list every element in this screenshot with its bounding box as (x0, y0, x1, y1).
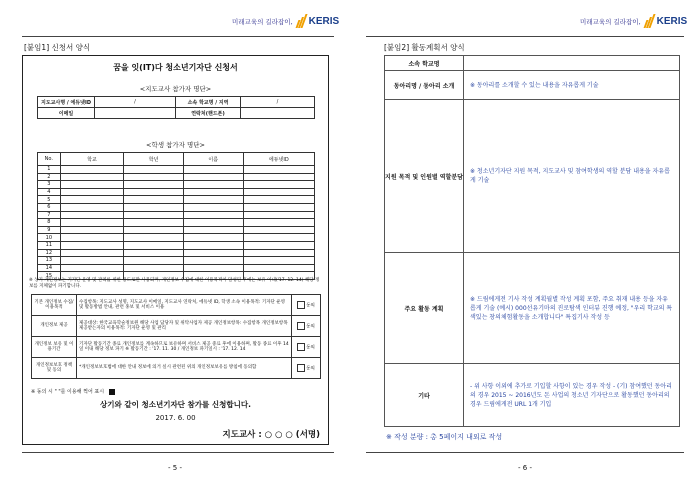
apply-statement: 상기와 같이 청소년기자단 참가를 신청합니다. (100, 400, 251, 409)
student-row (38, 226, 315, 234)
activity-plan-table (384, 55, 680, 427)
student-row (38, 181, 315, 189)
student-cell[interactable] (183, 257, 243, 265)
plan-row (385, 56, 680, 71)
teacher-name-value: / (95, 97, 176, 108)
privacy-table (31, 294, 321, 379)
student-row-number: 13 (38, 257, 61, 265)
student-row (38, 203, 315, 211)
agree-checkbox[interactable] (297, 322, 305, 330)
plan-row (385, 100, 680, 253)
student-cell[interactable] (183, 166, 243, 174)
plan-row-guide[interactable]: ※ 드림에게전 기사 작성 계획월별 작성 계획 포함, 주요 취재 내용 등을 자유롭게 기술 (예시) 000선유기마의 진로탐색 인터뷰 진행 예정, "우리 학교의 특색있는 창의체험활동을 소개합니다" 특집기사 작성 등 (464, 253, 680, 364)
student-row-number: 12 (38, 249, 61, 257)
agree-label: 동의 (306, 324, 315, 330)
phone-value (241, 108, 315, 119)
privacy-row (32, 358, 321, 379)
length-note: ※ 작성 분량 : 총 5페이지 내외로 작성 (386, 433, 503, 441)
plan-row-label: 소속 학교명 (385, 56, 464, 71)
student-row-number: 11 (38, 241, 61, 249)
privacy-row-label: 개인정보 제공 (32, 316, 77, 337)
agree-label: 동의 (306, 303, 315, 309)
section-label-right: [붙임2] 활동계획서 양식 (384, 43, 465, 52)
student-column-header: No. (38, 153, 61, 166)
student-cell[interactable] (124, 173, 184, 181)
student-cell[interactable] (183, 226, 243, 234)
student-cell[interactable] (124, 188, 184, 196)
student-cell[interactable] (124, 219, 184, 227)
student-cell[interactable] (60, 203, 124, 211)
student-row-number: 14 (38, 264, 61, 272)
student-cell[interactable] (60, 188, 124, 196)
student-row (38, 173, 315, 181)
privacy-row (32, 337, 321, 358)
student-cell[interactable] (183, 196, 243, 204)
student-row-number: 6 (38, 203, 61, 211)
email-label: 이메일 (38, 108, 95, 119)
student-row-number: 5 (38, 196, 61, 204)
student-cell[interactable] (60, 173, 124, 181)
privacy-row-label: 개인정보보호 정책 및 동의 (32, 358, 77, 379)
student-cell[interactable] (60, 211, 124, 219)
student-cell[interactable] (243, 203, 314, 211)
student-row-number: 10 (38, 234, 61, 242)
student-cell[interactable] (60, 181, 124, 189)
student-row (38, 249, 315, 257)
student-column-header: 이름 (183, 153, 243, 166)
student-cell[interactable] (124, 203, 184, 211)
agree-checkbox[interactable] (297, 301, 305, 309)
school-value: / (241, 97, 315, 108)
student-cell[interactable] (183, 249, 243, 257)
agree-label: 동의 (306, 366, 315, 372)
student-cell[interactable] (183, 264, 243, 272)
student-cell[interactable] (124, 241, 184, 249)
student-cell[interactable] (124, 249, 184, 257)
student-cell[interactable] (243, 241, 314, 249)
student-table (37, 152, 315, 280)
agree-checkbox[interactable] (297, 364, 305, 372)
agree-label: 동의 (306, 345, 315, 351)
student-cell[interactable] (60, 234, 124, 242)
student-cell[interactable] (243, 188, 314, 196)
teacher-table (37, 96, 315, 119)
privacy-agree[interactable] (292, 316, 321, 337)
teacher-heading: <지도교사 참가자 명단> (139, 85, 212, 93)
signature-line: 지도교사 : ○ ○ ○ (서명) (222, 430, 320, 440)
header-rule-right (366, 36, 684, 37)
student-cell[interactable] (124, 181, 184, 189)
student-row-number: 7 (38, 211, 61, 219)
brand-mark-icon (296, 14, 306, 28)
student-cell[interactable] (243, 257, 314, 265)
student-cell[interactable] (124, 226, 184, 234)
apply-date: 2017. 6. 00 (155, 414, 196, 422)
student-cell[interactable] (60, 196, 124, 204)
student-row-number: 4 (38, 188, 61, 196)
plan-row (385, 253, 680, 364)
header-rule (22, 36, 334, 37)
student-row (38, 257, 315, 265)
student-row (38, 188, 315, 196)
privacy-note: ※ 상기 개인정보는 기자단 운영 및 관리를 위한 용도로만 사용되며, 개인정보 수집에 대한 이용목적이 달성된 후에는 보유 이내('17. 12. 14) 해당 정보를 지체없이 파기합니다. (29, 278, 320, 289)
email-value (95, 108, 176, 119)
application-form (22, 55, 329, 445)
privacy-row-label: 개인정보 보유 및 이용기간 (32, 337, 77, 358)
student-cell[interactable] (243, 173, 314, 181)
plan-row-guide[interactable]: - 위 사항 이외에 추가로 기입할 사항이 있는 경우 작성 - (기) 참여했던 동아리의 경우 2015 ~ 2016년도 돈 사업의 청소년 기자단으로 활동했던 동아리의 경우 드림에게전 URL 1개 기입 (464, 364, 680, 427)
student-cell[interactable] (183, 234, 243, 242)
student-column-header: 학년 (124, 153, 184, 166)
agree-instruction (31, 388, 115, 395)
student-cell[interactable] (183, 188, 243, 196)
plan-row-guide[interactable] (464, 56, 680, 71)
plan-row-guide[interactable]: ※ 청소년기자단 지원 목적, 지도교사 및 참여학생의 역할 분담 내용을 자유롭게 기술 (464, 100, 680, 253)
privacy-row-text: 기자단 활동기간 종료 개인정보를 계속하므로 보유하며 서비스 제공 중료 후에 이용하며, 활동 종료 이후 14일 이내 해당 정보 파기 ※ 활동기간 : '17. 11. 30 / 개인정보 파기일시 : '17. 12. 14 (77, 337, 292, 358)
agree-instruction-text: ※ 동의 시 " "를 이용해 찍어 표시 (31, 389, 105, 395)
student-row (38, 234, 315, 242)
student-row-number: 1 (38, 166, 61, 174)
student-row (38, 264, 315, 272)
section-label: [붙임1] 신청서 양식 (24, 43, 91, 52)
student-cell[interactable] (243, 234, 314, 242)
student-row-number: 8 (38, 219, 61, 227)
student-cell[interactable] (60, 166, 124, 174)
student-heading: <학생 참가자 명단> (146, 141, 205, 149)
student-cell[interactable] (243, 196, 314, 204)
form-title: 꿈을 잇(IT)다 청소년기자단 신청서 (113, 63, 238, 72)
brand-mark-icon-right (644, 14, 654, 28)
privacy-row (32, 316, 321, 337)
privacy-row-text: *개인정보보호법에 대한 안내 정보에 의거 실시 관련된 위의 개인정보보유를 방침에 동의함 (77, 358, 292, 379)
privacy-agree[interactable] (292, 295, 321, 316)
student-cell[interactable] (243, 211, 314, 219)
student-cell[interactable] (183, 181, 243, 189)
privacy-row-label: 기본 개인정보 수집/이용목적 (32, 295, 77, 316)
privacy-agree[interactable] (292, 337, 321, 358)
student-row (38, 166, 315, 174)
student-cell[interactable] (243, 264, 314, 272)
student-cell[interactable] (124, 211, 184, 219)
student-row-number: 3 (38, 181, 61, 189)
student-column-header: 에듀넷ID (243, 153, 314, 166)
student-cell[interactable] (60, 226, 124, 234)
student-column-header: 학교 (60, 153, 124, 166)
student-row-number: 15 (38, 272, 61, 280)
brand-logo-right (580, 14, 687, 28)
brand-name-right: KERIS (656, 15, 688, 27)
student-cell[interactable] (183, 219, 243, 227)
student-cell[interactable] (60, 249, 124, 257)
plan-row-guide[interactable]: ※ 동아리를 소개할 수 있는 내용을 자유롭게 기술 (464, 71, 680, 100)
student-cell[interactable] (243, 226, 314, 234)
page-number-right: - 6 - (518, 464, 532, 472)
student-cell[interactable] (243, 166, 314, 174)
plan-row (385, 364, 680, 427)
student-cell[interactable] (124, 166, 184, 174)
student-cell[interactable] (243, 219, 314, 227)
student-row-number: 2 (38, 173, 61, 181)
privacy-row-text: 수집항목: 지도교사 성명, 지도교사 이메일, 지도교사 연락처, 에듀넷 ID, 학생 소속 이용목적: 기자단 운영 및 활동방법 안내, 관련 홍보 및 서비스 이용 (77, 295, 292, 316)
student-row (38, 241, 315, 249)
brand-name: KERIS (308, 15, 340, 27)
student-cell[interactable] (124, 196, 184, 204)
student-cell[interactable] (243, 249, 314, 257)
school-label: 소속 학교명 / 지역 (176, 97, 241, 108)
teacher-name-label: 지도교사명 / 에듀넷ID (38, 97, 95, 108)
page-number: - 5 - (168, 464, 182, 472)
student-cell[interactable] (60, 264, 124, 272)
phone-label: 연락처(핸드폰) (176, 108, 241, 119)
student-cell[interactable] (183, 173, 243, 181)
plan-row (385, 71, 680, 100)
footer-rule-right (366, 452, 684, 453)
right-page (350, 0, 700, 494)
student-cell[interactable] (60, 219, 124, 227)
brand-slogan-right: 미래교육의 길라잡이, (580, 17, 641, 26)
student-cell[interactable] (183, 211, 243, 219)
agree-checkbox[interactable] (297, 343, 305, 351)
brand-logo (232, 14, 339, 28)
student-cell[interactable] (243, 181, 314, 189)
student-cell[interactable] (124, 257, 184, 265)
brand-slogan: 미래교육의 길라잡이, (232, 17, 293, 26)
filled-check-icon (109, 389, 115, 395)
privacy-agree[interactable] (292, 358, 321, 379)
student-cell[interactable] (183, 241, 243, 249)
student-cell[interactable] (124, 264, 184, 272)
plan-row-label: 동아리명 / 동아리 소개 (385, 71, 464, 100)
privacy-row-text: 제공대상: 한국교육학술정보원 해당 사업 담당자 및 위탁사업자 제공 개인정보항목: 수집항목 개인정보항목 제공받는자의 이용목적: 기자단 운영 및 관리 (77, 316, 292, 337)
student-row (38, 196, 315, 204)
student-row (38, 219, 315, 227)
student-cell[interactable] (60, 241, 124, 249)
student-row (38, 211, 315, 219)
student-row-number: 9 (38, 226, 61, 234)
privacy-row (32, 295, 321, 316)
plan-row-label: 기타 (385, 364, 464, 427)
plan-row-label: 지원 목적 및 인원별 역할분담 (385, 100, 464, 253)
student-cell[interactable] (183, 203, 243, 211)
footer-rule (22, 452, 334, 453)
student-cell[interactable] (124, 234, 184, 242)
plan-row-label: 주요 활동 계획 (385, 253, 464, 364)
student-cell[interactable] (60, 257, 124, 265)
